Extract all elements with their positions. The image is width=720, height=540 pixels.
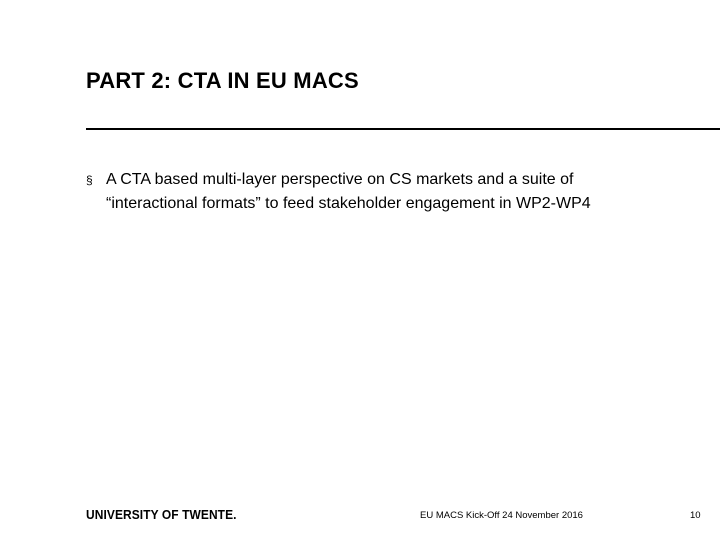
bullet-text-line-2: “interactional formats” to feed stakeholder engagement in WP2-WP4 [106,195,591,212]
slide-title: PART 2: CTA IN EU MACS [86,68,359,93]
bullet-item [86,168,686,216]
page-number: 10 [690,510,701,521]
bullet-text-line-1: A CTA based multi-layer perspective on CS markets and a suite of [106,171,574,188]
bullet-list [86,168,686,216]
university-logo: UNIVERSITY OF TWENTE. [86,507,237,522]
title-divider [86,128,720,130]
bullet-marker: § [86,173,93,187]
footer-event-label: EU MACS Kick-Off 24 November 2016 [420,510,583,521]
